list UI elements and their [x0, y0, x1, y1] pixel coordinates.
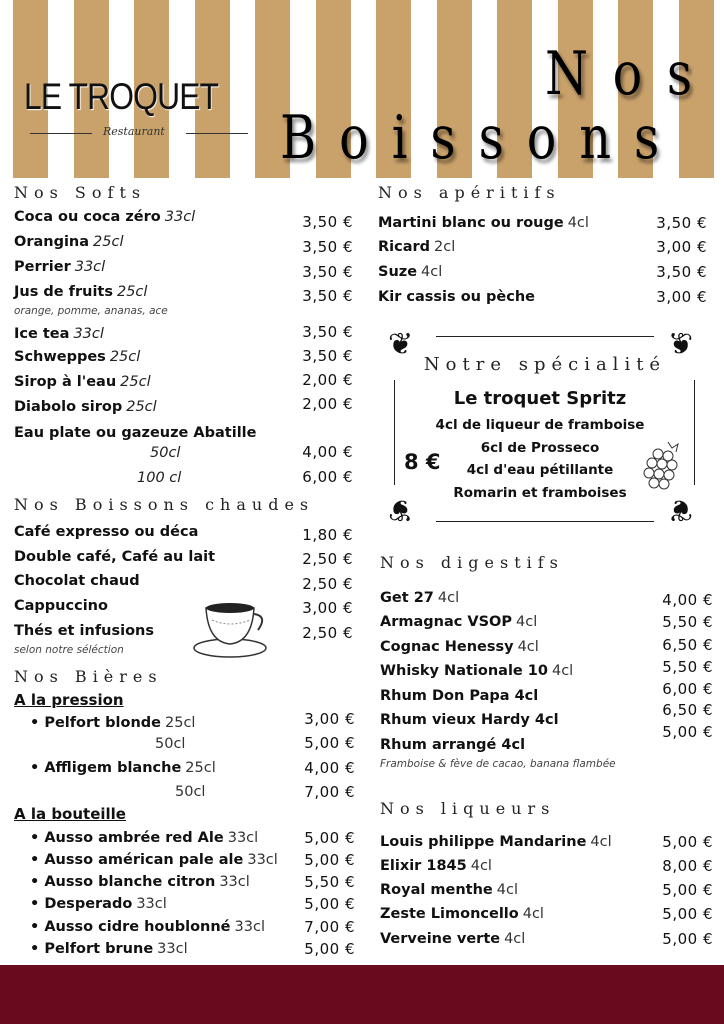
- menu-item: [378, 287, 535, 307]
- item-price: 4,00 €: [302, 443, 353, 461]
- section-title-bieres: Nos Bières: [14, 667, 163, 686]
- item-volume: 4cl: [504, 931, 526, 947]
- menu-item: [380, 904, 544, 924]
- item-name: • Affligem blanche: [30, 760, 182, 776]
- menu-item: [30, 850, 278, 870]
- item-name: Rhum arrangé 4cl: [380, 737, 526, 753]
- item-volume: 25cl: [165, 715, 196, 731]
- divider: [186, 133, 248, 134]
- item-name: • Pelfort blonde: [30, 715, 161, 731]
- item-note: selon notre séléction: [14, 644, 124, 656]
- item-volume: 4cl: [590, 834, 612, 850]
- menu-item: [380, 686, 538, 706]
- item-name: Royal menthe: [380, 882, 493, 898]
- subsection-bouteille: A la bouteille: [14, 805, 126, 823]
- item-volume: 4cl: [551, 663, 574, 679]
- item-volume: 100 cl: [137, 470, 182, 486]
- item-volume: 33cl: [73, 326, 104, 342]
- item-price: 5,50 €: [662, 613, 713, 631]
- box-border-bottom: [436, 521, 654, 522]
- item-name: • Ausso américan pale ale: [30, 852, 244, 868]
- item-price: 5,00 €: [304, 940, 355, 958]
- item-price: 5,00 €: [304, 851, 355, 869]
- specialty-line: 6cl de Prosseco: [480, 440, 600, 456]
- menu-item: [150, 443, 180, 463]
- ornament-corner-icon: ❦: [668, 327, 694, 362]
- item-price: 6,00 €: [662, 680, 713, 698]
- section-title-softs: Nos Softs: [14, 183, 147, 202]
- item-volume: 2cl: [434, 239, 456, 255]
- menu-item: [14, 232, 124, 252]
- item-price: 3,50 €: [302, 263, 353, 281]
- menu-item: [175, 782, 205, 802]
- menu-item: [14, 207, 195, 227]
- item-price: 3,00 €: [302, 599, 353, 617]
- menu-item: [380, 832, 612, 852]
- item-price: 7,00 €: [304, 783, 355, 801]
- item-price: 3,50 €: [302, 323, 353, 341]
- menu-item: [380, 612, 537, 632]
- item-name: Cognac Henessy: [380, 639, 514, 655]
- menu-item: [30, 939, 188, 959]
- item-name: • Desperado: [30, 896, 133, 912]
- section-title-chaudes: Nos Boissons chaudes: [14, 495, 315, 514]
- item-price: 5,00 €: [662, 881, 713, 899]
- menu-item: [380, 710, 559, 730]
- specialty-price: 8 €: [404, 450, 441, 474]
- item-volume: 25cl: [93, 234, 124, 250]
- item-price: 2,50 €: [302, 550, 353, 568]
- item-volume: 25cl: [185, 760, 216, 776]
- item-name: Armagnac VSOP: [380, 614, 513, 630]
- menu-item: [14, 257, 105, 277]
- menu-item: [30, 894, 167, 914]
- specialty-line: 4cl d'eau pétillante: [466, 462, 614, 478]
- item-price: 5,00 €: [662, 833, 713, 851]
- ornament-corner-icon: ❦: [668, 492, 694, 527]
- menu-item: [14, 282, 147, 302]
- item-volume: 25cl: [126, 399, 157, 415]
- item-volume: 4cl: [522, 906, 544, 922]
- item-name: • Ausso blanche citron: [30, 874, 216, 890]
- item-name: Thés et infusions: [14, 623, 154, 639]
- item-price: 3,00 €: [656, 238, 707, 256]
- menu-item: [14, 571, 140, 591]
- item-price: 3,50 €: [302, 238, 353, 256]
- item-name: Ricard: [378, 239, 431, 255]
- menu-item: [14, 397, 157, 417]
- item-price: 5,00 €: [304, 829, 355, 847]
- item-volume: 4cl: [421, 264, 443, 280]
- item-volume: 4cl: [517, 639, 539, 655]
- item-name: • Ausso ambrée red Ale: [30, 830, 224, 846]
- item-price: 3,00 €: [304, 710, 355, 728]
- menu-item: [380, 735, 525, 755]
- box-border-right: [694, 380, 695, 485]
- menu-item: [378, 237, 455, 257]
- specialty-title: Notre spécialité: [423, 354, 667, 375]
- item-volume: 50cl: [155, 736, 186, 752]
- item-name: Perrier: [14, 259, 71, 275]
- item-price: 2,50 €: [302, 575, 353, 593]
- item-name: Diabolo sirop: [14, 399, 123, 415]
- menu-item: [14, 423, 257, 443]
- ornament-corner-icon: ❦: [388, 327, 414, 362]
- item-price: 4,00 €: [662, 591, 713, 609]
- item-volume: 50cl: [175, 784, 206, 800]
- divider: [30, 133, 92, 134]
- item-price: 6,00 €: [302, 468, 353, 486]
- item-volume: 25cl: [116, 284, 148, 300]
- menu-item: [380, 588, 459, 608]
- item-name: • Pelfort brune: [30, 941, 154, 957]
- item-price: 3,50 €: [656, 214, 707, 232]
- item-volume: 4cl: [470, 858, 492, 874]
- menu-item: [380, 929, 525, 949]
- menu-item: [30, 758, 216, 778]
- item-note: Framboise & fève de cacao, banana flambée: [380, 758, 616, 770]
- menu-item: [14, 596, 108, 616]
- menu-item: [14, 522, 198, 542]
- item-volume: 4cl: [496, 882, 518, 898]
- item-price: 5,00 €: [662, 723, 713, 741]
- item-price: 3,50 €: [656, 263, 707, 281]
- item-name: Eau plate ou gazeuze Abatille: [14, 425, 257, 441]
- item-note: orange, pomme, ananas, ace: [14, 305, 168, 317]
- item-price: 3,50 €: [302, 347, 353, 365]
- item-name: Louis philippe Mandarine: [380, 834, 587, 850]
- title-line-1: Nos: [545, 39, 717, 109]
- item-volume: 25cl: [120, 374, 151, 390]
- item-price: 2,50 €: [302, 624, 353, 642]
- menu-item: [30, 917, 265, 937]
- item-name: Cappuccino: [14, 598, 108, 614]
- box-border-top: [436, 336, 654, 337]
- menu-item: [380, 661, 573, 681]
- item-volume: 25cl: [109, 349, 141, 365]
- teacup-illustration: [192, 598, 272, 662]
- menu-item: [380, 856, 492, 876]
- item-price: 5,00 €: [662, 905, 713, 923]
- item-name: Ice tea: [14, 326, 70, 342]
- item-name: Kir cassis ou pèche: [378, 289, 535, 305]
- specialty-line: 4cl de liqueur de framboise: [435, 417, 645, 433]
- menu-item: [30, 872, 250, 892]
- item-name: Get 27: [380, 590, 434, 606]
- menu-item: [30, 828, 258, 848]
- item-volume: 33cl: [247, 852, 278, 868]
- item-name: Double café, Café au lait: [14, 549, 216, 565]
- section-title-liqueurs: Nos liqueurs: [380, 799, 556, 818]
- ornament-corner-icon: ❦: [388, 492, 414, 527]
- item-price: 7,00 €: [304, 918, 355, 936]
- item-price: 2,00 €: [302, 395, 353, 413]
- item-price: 5,00 €: [304, 895, 355, 913]
- item-name: Café expresso ou déca: [14, 524, 199, 540]
- item-price: 3,00 €: [656, 288, 707, 306]
- item-price: 4,00 €: [304, 759, 355, 777]
- item-name: Rhum vieux Hardy 4cl: [380, 712, 559, 728]
- item-volume: 33cl: [219, 874, 250, 890]
- footer-band: [0, 965, 724, 1024]
- item-price: 2,00 €: [302, 371, 353, 389]
- item-name: Suze: [378, 264, 418, 280]
- item-name: Martini blanc ou rouge: [378, 215, 564, 231]
- item-volume: 4cl: [567, 215, 589, 231]
- item-name: Verveine verte: [380, 931, 501, 947]
- specialty-name: Le troquet Spritz: [453, 388, 627, 409]
- menu-item: [380, 880, 518, 900]
- item-price: 5,00 €: [662, 930, 713, 948]
- item-name: Rhum Don Papa 4cl: [380, 688, 539, 704]
- item-price: 5,00 €: [304, 734, 355, 752]
- item-name: Coca ou coca zéro: [14, 209, 161, 225]
- item-price: 3,50 €: [302, 213, 353, 231]
- menu-item: [14, 324, 104, 344]
- item-price: 1,80 €: [302, 526, 353, 544]
- menu-item: [14, 372, 151, 392]
- section-title-digestifs: Nos digestifs: [380, 553, 564, 572]
- menu-item: [378, 213, 589, 233]
- item-name: Elixir 1845: [380, 858, 467, 874]
- subsection-pression: A la pression: [14, 691, 124, 709]
- menu-item: [378, 262, 442, 282]
- item-volume: 33cl: [234, 919, 265, 935]
- item-price: 6,50 €: [662, 701, 713, 719]
- menu-item: [137, 468, 181, 488]
- item-name: • Ausso cidre houblonné: [30, 919, 231, 935]
- menu-item: [14, 347, 140, 367]
- item-volume: 4cl: [516, 614, 538, 630]
- menu-item: [380, 637, 539, 657]
- item-volume: 4cl: [437, 590, 460, 606]
- item-name: Whisky Nationale 10: [380, 663, 548, 679]
- raspberry-illustration: [638, 438, 686, 492]
- item-volume: 33cl: [164, 209, 196, 225]
- menu-item: [14, 547, 215, 567]
- restaurant-logo: LE TROQUET: [24, 76, 219, 117]
- item-volume: 33cl: [74, 259, 106, 275]
- menu-item: [14, 621, 154, 641]
- item-name: Chocolat chaud: [14, 573, 140, 589]
- item-price: 8,00 €: [662, 857, 713, 875]
- logo-subtitle: Restaurant: [103, 125, 165, 138]
- menu-item: [155, 734, 185, 754]
- specialty-line: Romarin et framboises: [453, 485, 627, 501]
- item-volume: 50cl: [150, 445, 181, 461]
- item-volume: 33cl: [136, 896, 167, 912]
- title-line-2: Boissons: [280, 103, 683, 173]
- item-price: 5,50 €: [662, 658, 713, 676]
- section-title-aperitifs: Nos apéritifs: [378, 183, 561, 202]
- menu-item: [30, 713, 195, 733]
- item-price: 6,50 €: [662, 636, 713, 654]
- item-name: Zeste Limoncello: [380, 906, 519, 922]
- item-name: Orangina: [14, 234, 90, 250]
- item-price: 3,50 €: [302, 287, 353, 305]
- item-name: Schweppes: [14, 349, 106, 365]
- item-price: 5,50 €: [304, 873, 355, 891]
- item-volume: 33cl: [227, 830, 259, 846]
- item-volume: 33cl: [157, 941, 188, 957]
- item-name: Jus de fruits: [14, 284, 113, 300]
- item-name: Sirop à l'eau: [14, 374, 117, 390]
